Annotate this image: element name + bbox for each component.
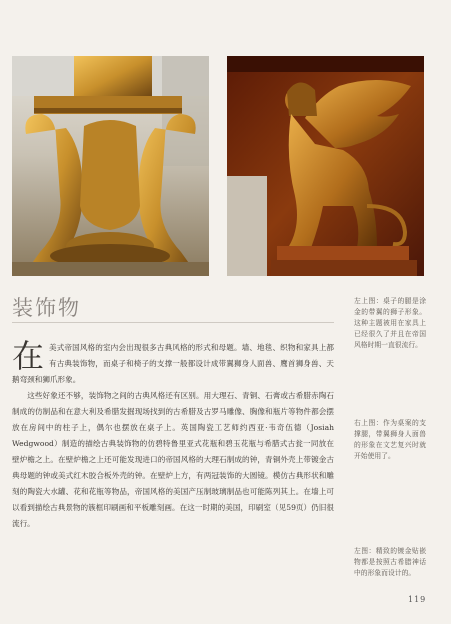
caption-top-left: 左上图：桌子的腿是涂金的带翼的狮子形象。这种主题被用在家具上已经很久了并且在帝国风格时期一直很流行。 bbox=[354, 297, 426, 349]
body-text bbox=[12, 340, 334, 590]
paragraph-intro: 美式帝国风格的室内会出现很多古典风格的形式和母题。墙、地毯、织物和家具上都有古典装饰物，而桌子和椅子的支撑一般都设计成带翼狮身人面兽、鹰首狮身兽、天鹅弯颈和狮爪形象。 bbox=[12, 343, 334, 384]
page-number: 119 bbox=[408, 595, 427, 604]
caption-left: 左图：精致的镀金贴嵌物都是按照古希腊神话中的形象而设计的。 bbox=[354, 547, 426, 577]
caption-top-right: 右上图：作为桌案的支撑腿，带翼狮身人面兽的形象在文艺复兴时就开始使用了。 bbox=[354, 419, 426, 460]
section-title: 装饰物 bbox=[12, 296, 81, 320]
photo-winged-sphinx-support bbox=[227, 56, 424, 276]
drop-cap: 在 bbox=[12, 340, 45, 375]
section-divider bbox=[12, 322, 334, 323]
photo-gilded-griffin-table-legs bbox=[12, 56, 209, 276]
paragraph-ornaments: 这些好象还不够，装饰物之间的古典风格还有区别。用大理石、青铜、石膏或古希腊赤陶石制成的仿制品和在意大利及希腊发掘现场找到的古希腊及古罗马雕像、胸像和瓶片等物件都会摆放在房间中的柱子上，偶尔也摆放在桌子上。英国陶瓷工艺师约西亚·韦奇伍德（Josiah Wedgwood）制造的描绘古典装饰物的仿碧特鲁里亚式花瓶和碧玉花瓶与希腊式古瓮一同放在壁炉檐之上。在壁炉檐之上还可能发现进口的帝国风格的大理石制成的钟，青铜外壳上带镀金古典母题的钟或美式红木胶合板外壳的钟。在壁炉上方，有两冠装饰的大圆镜。模仿古典形状和雕刻的陶瓷大水罐、花和花瓶等物品，帝国风格的美国产压制玻璃制品也可能陈列其上。在墙上可以看到描绘古典景物的簇框印刷画和平板雕刻画。在这一时期的美国，印刷室（见59页）仍旧很流行。 bbox=[12, 391, 334, 528]
